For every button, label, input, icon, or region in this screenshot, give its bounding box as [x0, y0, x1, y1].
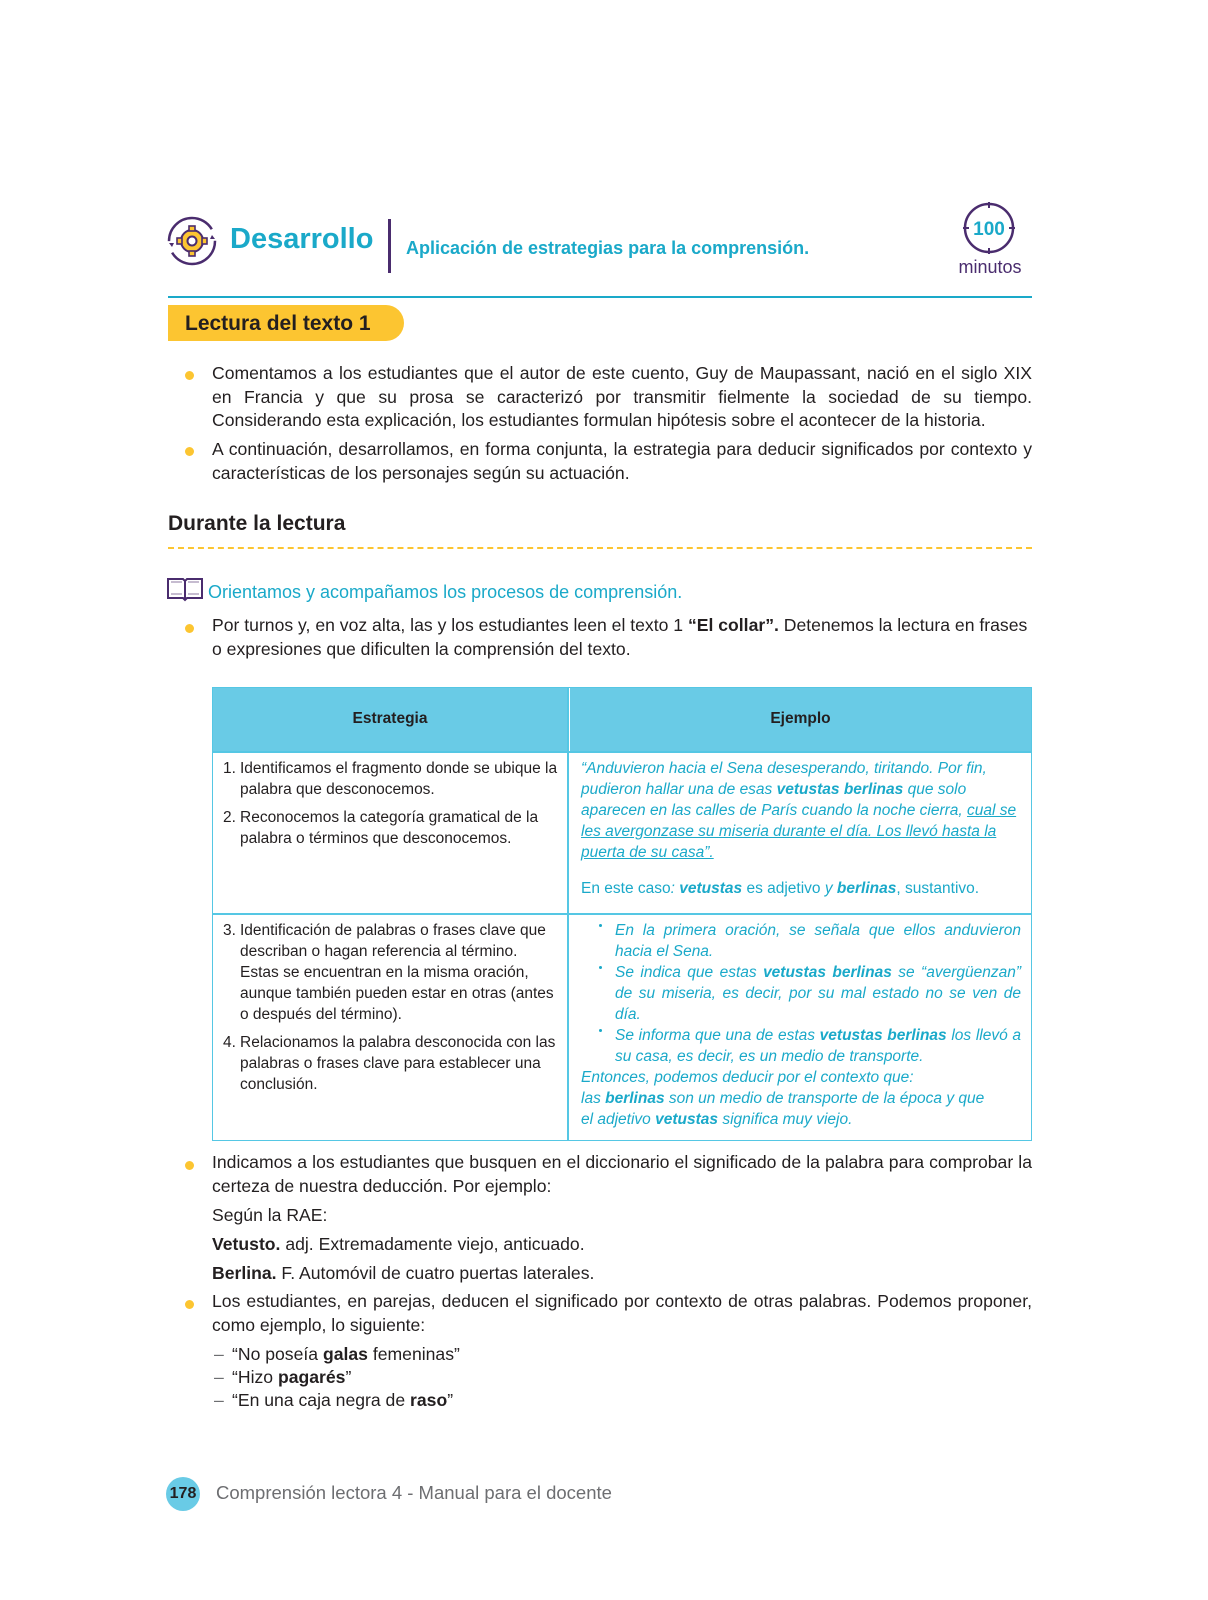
strategy-step-2: Reconocemos la categoría gramatical de la palabra o términos que desconocemos.: [240, 809, 539, 847]
bullet-dot: [599, 924, 602, 927]
example-conclusion-2: las berlinas son un medio de transporte de la época y que: [581, 1090, 985, 1107]
timer-value: 100: [973, 219, 1005, 240]
pairs-bullet: Los estudiantes, en parejas, deducen el significado por contexto de otras palabras. Podemos proponer, como ejemplo, lo siguiente:: [212, 1291, 1032, 1335]
example-phrase-1: “No poseía galas femeninas”: [232, 1344, 460, 1364]
timer-unit: minutos: [958, 257, 1022, 277]
bullet-dot: [185, 371, 194, 380]
intro-bullet-1: Comentamos a los estudiantes que el autor de este cuento, Guy de Maupassant, nació en el siglo XIX en Francia y que su prosa se caracterizó por transmitir fielmente la sociedad de su tiempo. Considerando esta explicación, los estudiantes formulan hipótesis sobre el acontecer de la historia.: [212, 363, 1032, 430]
bullet-dot: [185, 447, 194, 456]
example-conclusion-3: el adjetivo vetustas significa muy viejo.: [581, 1111, 853, 1128]
example-conclusion-1: Entonces, podemos deducir por el contexto que:: [581, 1069, 914, 1086]
bullet-dot: [599, 1029, 602, 1032]
section-title: Desarrollo: [230, 223, 374, 255]
section-subtitle: Aplicación de estrategias para la comprensión.: [406, 238, 810, 258]
dash-marker: –: [214, 1390, 224, 1410]
table-row-divider: [212, 913, 1032, 915]
definition-vetusto: Vetusto. adj. Extremadamente viejo, anticuado.: [212, 1234, 585, 1254]
dictionary-bullet: Indicamos a los estudiantes que busquen en el diccionario el significado de la palabra para comprobar la certeza de nuestra deducción. Por ejemplo:: [212, 1152, 1032, 1196]
rae-label: Según la RAE:: [212, 1205, 328, 1225]
bullet-dot: [185, 1161, 194, 1170]
bullet-dot: [185, 624, 194, 633]
list-number: 2.: [223, 809, 236, 826]
footer-text: Comprensión lectora 4 - Manual para el docente: [216, 1482, 612, 1503]
definition-berlina: Berlina. F. Automóvil de cuatro puertas laterales.: [212, 1263, 595, 1283]
strategy-step-3: Identificación de palabras o frases clave que describan o hagan referencia al término. Estas se encuentran en la misma oración, aunque también pueden estar en otras (antes o después del término).: [240, 922, 554, 1023]
strategy-step-1: Identificamos el fragmento donde se ubique la palabra que desconocemos.: [240, 760, 558, 798]
page-number: 178: [169, 1485, 197, 1502]
example-quote: “Anduvieron hacia el Sena desesperando, tiritando. Por fin, pudieron hallar una de esas vetustas berlinas que solo aparecen en las calles de París cuando la noche cierra, cual se les avergonzase su miseria durante el día. Los llevó hasta la puerta de su casa”.: [581, 760, 1017, 861]
during-heading: Durante la lectura: [168, 512, 346, 535]
during-bullet-1: Por turnos y, en voz alta, las y los estudiantes leen el texto 1 “El collar”. Detenemos la lectura en frases o expresiones que dificulten la comprensión del texto.: [212, 615, 1028, 659]
gear-icon: [166, 215, 218, 267]
dash-marker: –: [214, 1367, 224, 1387]
table-header-estrategia: Estrategia: [352, 710, 428, 727]
section-pill-label: Lectura del texto 1: [185, 312, 371, 335]
example-point-3: Se informa que una de estas vetustas berlinas los llevó a su casa, es decir, es un medio de transporte.: [615, 1027, 1022, 1065]
intro-bullet-2: A continuación, desarrollamos, en forma conjunta, la estrategia para deducir significados por contexto y características de los personajes según su actuación.: [212, 439, 1032, 483]
bullet-dot: [185, 1300, 194, 1309]
timer-icon: [962, 201, 1016, 255]
orient-label: Orientamos y acompañamos los procesos de comprensión.: [208, 582, 683, 602]
list-number: 3.: [223, 922, 236, 939]
table-row-divider: [212, 751, 1032, 753]
dashed-divider: [168, 547, 1032, 549]
book-icon: [166, 576, 204, 602]
header-rule: [168, 296, 1032, 298]
example-case: En este caso: vetustas es adjetivo y berlinas, sustantivo.: [581, 880, 980, 897]
example-point-1: En la primera oración, se señala que ellos anduvieron hacia el Sena.: [615, 922, 1021, 960]
list-number: 1.: [223, 760, 236, 777]
bullet-dot: [599, 966, 602, 969]
list-number: 4.: [223, 1034, 236, 1051]
strategy-step-4: Relacionamos la palabra desconocida con las palabras o frases clave para establecer una conclusión.: [240, 1034, 556, 1093]
example-phrase-2: “Hizo pagarés”: [232, 1367, 352, 1387]
header-divider: [388, 219, 391, 273]
example-point-2: Se indica que estas vetustas berlinas se “avergüenzan” de su miseria, es decir, por su mal estado no se ven de día.: [615, 964, 1021, 1023]
table-header-ejemplo: Ejemplo: [770, 710, 831, 727]
dash-marker: –: [214, 1344, 224, 1364]
example-phrase-3: “En una caja negra de raso”: [232, 1390, 454, 1410]
